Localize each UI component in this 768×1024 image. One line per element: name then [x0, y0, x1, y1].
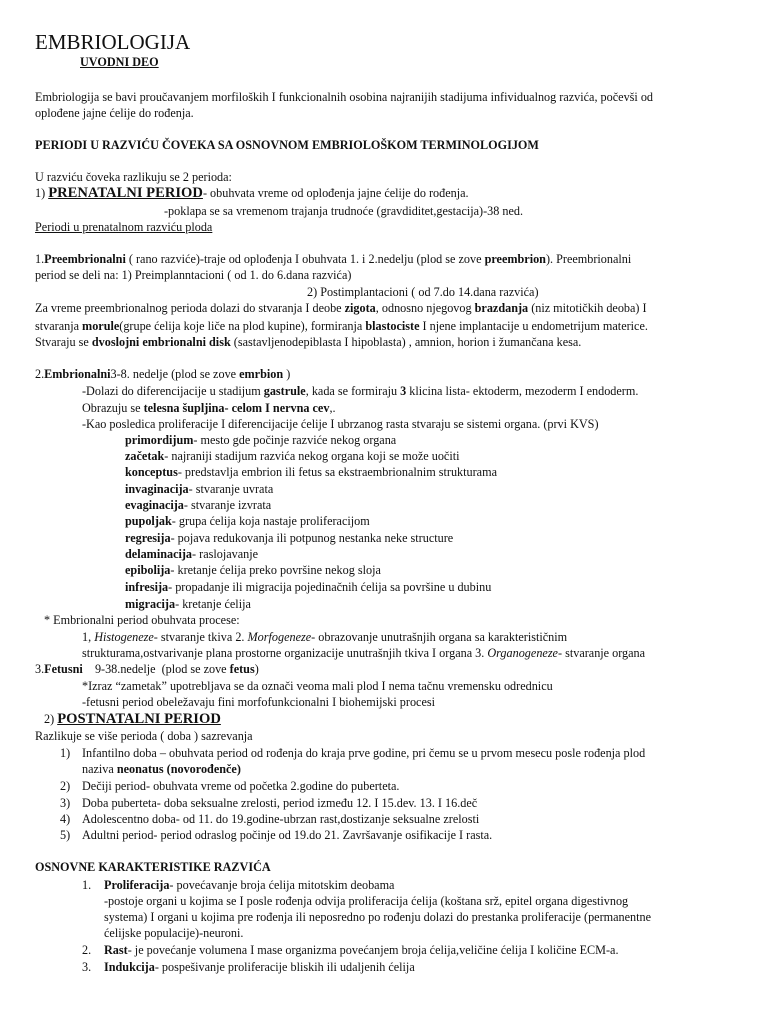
- histogeneze-term: Histogeneze: [94, 630, 154, 644]
- fetusni-number: 3.: [35, 662, 45, 676]
- morule-term: morule: [82, 319, 120, 333]
- intro-line-2: oplođene jajne ćelije do rođenja.: [35, 106, 194, 120]
- term-definition: - raslojavanje: [192, 547, 259, 561]
- preembrionalni-line-3: 2) Postimplantacioni ( od 7.do 14.dana razvića): [307, 285, 539, 299]
- term-label: infresija: [125, 580, 169, 594]
- zigota-term: zigota: [344, 301, 376, 315]
- brazdanja-term: brazdanja: [474, 301, 529, 315]
- term-item: [125, 546, 258, 562]
- fetusni-line-2: *Izraz “zametak” upotrebljava se da označi veoma mali plod I nema tačnu vremensku odrednicu: [82, 679, 553, 693]
- text-span: 9-38.nedelje (plod se zove: [82, 662, 230, 676]
- term-label: začetak: [125, 449, 165, 463]
- prenatal-subheading: Periodi u prenatalnom razviću ploda: [35, 220, 213, 234]
- embrionalni-line-4: -Kao posledica proliferacije I diferencijacije ćelije I ubrzanog rasta stvaraju se sistemi organa. (prvi KVS): [82, 417, 599, 431]
- preembrionalni-line-5: [35, 318, 648, 334]
- document-subtitle: UVODNI DEO: [80, 55, 159, 69]
- embrionalni-line-2: [82, 383, 638, 399]
- characteristic-item: [104, 959, 415, 975]
- list-item-number: 3): [60, 796, 71, 810]
- term-label: konceptus: [125, 465, 178, 479]
- term-item: [125, 530, 453, 546]
- embrionalni-term: Embrionalni: [44, 367, 111, 381]
- term-definition: - propadanje ili migracija pojedinačnih ćelija sa površine u dubinu: [168, 580, 492, 594]
- embrionalni-line-1: [35, 366, 290, 382]
- text-span: Obrazuju se: [82, 401, 144, 415]
- term-item: [125, 513, 370, 529]
- text-span: (sastavljenodepiblasta I hipoblasta) , amnion, horion i žumančana kesa.: [230, 335, 582, 349]
- term-definition: - mesto gde počinje razviće nekog organa: [193, 433, 397, 447]
- term-label: pupoljak: [125, 514, 172, 528]
- text-span: ): [254, 662, 259, 676]
- text-span: naziva: [82, 762, 117, 776]
- text-span: ): [283, 367, 291, 381]
- term-label: epibolija: [125, 563, 171, 577]
- term-item: [125, 464, 497, 480]
- fetus-term: fetus: [229, 662, 255, 676]
- indukcija-term: Indukcija: [104, 960, 155, 974]
- postnatal-number: 2): [44, 712, 55, 726]
- fetusni-line-3: -fetusni period obeležavaju fini morfofunkcionalni I biohemijski procesi: [82, 695, 435, 709]
- text-span: - je povećanje volumena I mase organizma povećanjem broja ćelija,veličine ćelija I količine ECM-a.: [127, 943, 619, 957]
- periods-intro: U razviću čoveka razlikuju se 2 perioda:: [35, 170, 232, 184]
- embrion-term: emrbion: [239, 367, 284, 381]
- term-item: [125, 497, 271, 513]
- preembrion-term: preembrion: [484, 252, 546, 266]
- processes-line-2: [82, 629, 567, 645]
- text-span: (grupe ćelija koje liče na plod kupine), formiranja: [119, 319, 366, 333]
- fetusni-term: Fetusni: [44, 662, 83, 676]
- term-item: [125, 481, 273, 497]
- text-span: strukturama,ostvarivanje plana prostorne organizacije unutrašnjih tkiva I organa 3.: [82, 646, 488, 660]
- text-span: klicina lista- ektoderm, mezoderm I endoderm.: [406, 384, 639, 398]
- neonatus-term: neonatus (novorođenče): [116, 762, 241, 776]
- intro-line-1: Embriologija se bavi proučavanjem morfiloških I funkcionalnih osobina najranijih stadijuma infividualnog razvića, počevši od: [35, 90, 654, 104]
- processes-line-1: * Embrionalni period obuhvata procese:: [44, 613, 240, 627]
- term-definition: - stvaranje izvrata: [183, 498, 272, 512]
- term-item: [125, 596, 251, 612]
- characteristic-item: [104, 942, 619, 958]
- text-span: -Dolazi do diferencijacije u stadijum: [82, 384, 264, 398]
- text-span: - stvaranje tkiva 2.: [153, 630, 248, 644]
- list-item-continuation: [82, 761, 241, 777]
- term-item: [125, 448, 460, 464]
- term-definition: - grupa ćelija koja nastaje proliferacijom: [171, 514, 370, 528]
- processes-line-3: [82, 645, 645, 661]
- term-definition: - kretanje ćelija preko površine nekog sloja: [170, 563, 381, 577]
- preembrionalni-term: Preembrionalni: [44, 252, 126, 266]
- gastrule-term: gastrule: [263, 384, 306, 398]
- text-span: , odnosno njegovog: [375, 301, 475, 315]
- postnatal-line: [44, 711, 221, 727]
- embrionalni-number: 2.: [35, 367, 45, 381]
- preembrionalni-line-1: [35, 251, 631, 267]
- preembrionalni-number: 1.: [35, 252, 45, 266]
- term-item: [125, 432, 396, 448]
- prenatal-number: 1): [35, 186, 46, 200]
- text-span: - stvaranje organa: [557, 646, 646, 660]
- prenatal-line: [35, 185, 469, 201]
- celom-term: telesna šupljina- celom I nervna cev: [143, 401, 330, 415]
- text-span: - pospešivanje proliferacije bliskih ili udaljenih ćelija: [154, 960, 415, 974]
- postnatal-term: POSTNATALNI PERIOD: [57, 711, 221, 727]
- document-title: EMBRIOLOGIJA: [35, 30, 191, 54]
- list-item: Infantilno doba – obuhvata period od rođenja do kraja prve godine, pri čemu se u prvom mesecu posle rođenja plod: [82, 746, 646, 760]
- rast-term: Rast: [104, 943, 128, 957]
- fetusni-line-1: [35, 661, 259, 677]
- list-item: Adultni period- period odraslog počinje od 19.do 21. Završavanje osifikacije I rasta.: [82, 828, 493, 842]
- disk-term: dvoslojni embrionalni disk: [91, 335, 231, 349]
- text-span: ,.: [329, 401, 336, 415]
- text-span: Stvaraju se: [35, 335, 92, 349]
- characteristic-number: 3.: [82, 960, 92, 974]
- term-label: primordijum: [125, 433, 194, 447]
- term-label: migracija: [125, 597, 176, 611]
- prenatal-term: PRENATALNI PERIOD: [48, 185, 203, 201]
- text-span: Za vreme preembrionalnog perioda dolazi do stvaranja I deobe: [35, 301, 345, 315]
- text-span: , kada se formiraju: [305, 384, 401, 398]
- preembrionalni-text-end: ). Preembrionalni: [545, 252, 632, 266]
- term-item: [125, 579, 491, 595]
- preembrionalni-line-4: [35, 300, 647, 316]
- term-definition: - pojava redukovanja ili potpunog nestanka neke structure: [170, 531, 454, 545]
- text-span: stvaranja: [35, 319, 83, 333]
- section-heading-characteristics: OSNOVNE KARAKTERISTIKE RAZVIĆA: [35, 860, 271, 874]
- characteristic-continuation: ćelijske populacije)-neuroni.: [104, 926, 244, 940]
- text-span: - povećavanje broja ćelija mitotskim deobama: [169, 878, 395, 892]
- text-span: 1,: [82, 630, 95, 644]
- characteristic-number: 1.: [82, 878, 92, 892]
- text-span: (niz mitotičkih deoba) I: [528, 301, 647, 315]
- section-heading-periods: PERIODI U RAZVIĆU ČOVEKA SA OSNOVNOM EMBRIOLOŠKOM TERMINOLOGIJOM: [35, 138, 539, 152]
- list-item-number: 4): [60, 812, 71, 826]
- term-item: [125, 562, 381, 578]
- preembrionalni-text: ( rano razviće)-traje od oplođenja I obuhvata 1. i 2.nedelju (plod se zove: [125, 252, 485, 266]
- prenatal-desc: - obuhvata vreme od oplođenja jajne ćelije do rođenja.: [202, 186, 469, 200]
- list-item-number: 2): [60, 779, 71, 793]
- embrionalni-line-3: [82, 400, 336, 416]
- list-item: Dečiji period- obuhvata vreme od početka 2.godine do puberteta.: [82, 779, 400, 793]
- text-span: I njene implantacije u endometrijum materice.: [419, 319, 648, 333]
- characteristic-item: [104, 877, 394, 893]
- term-label: evaginacija: [125, 498, 184, 512]
- text-span: 3-8. nedelje (plod se zove: [110, 367, 240, 381]
- term-definition: - stvaranje uvrata: [188, 482, 274, 496]
- list-item: Adolescentno doba- od 11. do 19.godine-ubrzan rast,dostizanje seksualne zrelosti: [82, 812, 480, 826]
- term-definition: - predstavlja embrion ili fetus sa ekstraembrionalnim strukturama: [177, 465, 497, 479]
- term-label: invaginacija: [125, 482, 189, 496]
- organogeneze-term: Organogeneze: [487, 646, 558, 660]
- preembrionalni-line-6: [35, 334, 581, 350]
- text-span: - obrazovanje unutrašnjih organa sa karakterističnim: [311, 630, 568, 644]
- count-term: 3: [400, 384, 407, 398]
- proliferacija-term: Proliferacija: [104, 878, 170, 892]
- characteristic-number: 2.: [82, 943, 92, 957]
- list-item-number: 5): [60, 828, 71, 842]
- list-item-number: 1): [60, 746, 71, 760]
- prenatal-desc-2: -poklapa se sa vremenom trajanja trudnoće (gravdiditet,gestacija)-38 ned.: [164, 204, 524, 218]
- postnatal-desc: Razlikuje se više perioda ( doba ) sazrevanja: [35, 729, 253, 743]
- preembrionalni-line-2: period se deli na: 1) Preimplanntacioni ( od 1. do 6.dana razvića): [35, 268, 352, 282]
- characteristic-continuation: -postoje organi u kojima se I posle rođenja odvija proliferacija ćelija (koštana srž, epitel organa digestivnog: [104, 894, 629, 908]
- blastociste-term: blastociste: [365, 319, 420, 333]
- term-label: regresija: [125, 531, 171, 545]
- list-item: Doba puberteta- doba seksualne zrelosti, period između 12. I 15.dev. 13. I 16.deč: [82, 796, 478, 810]
- morfogeneze-term: Morfogeneze: [247, 630, 312, 644]
- characteristic-continuation: systema) I organi u kojima pre rođenja ili neposredno po rođenju dolazi do prestanka proliferacije (permanentne: [104, 910, 652, 924]
- term-definition: - najraniji stadijum razvića nekog organa koji se može uočiti: [164, 449, 460, 463]
- term-definition: - kretanje ćelija: [175, 597, 251, 611]
- term-label: delaminacija: [125, 547, 193, 561]
